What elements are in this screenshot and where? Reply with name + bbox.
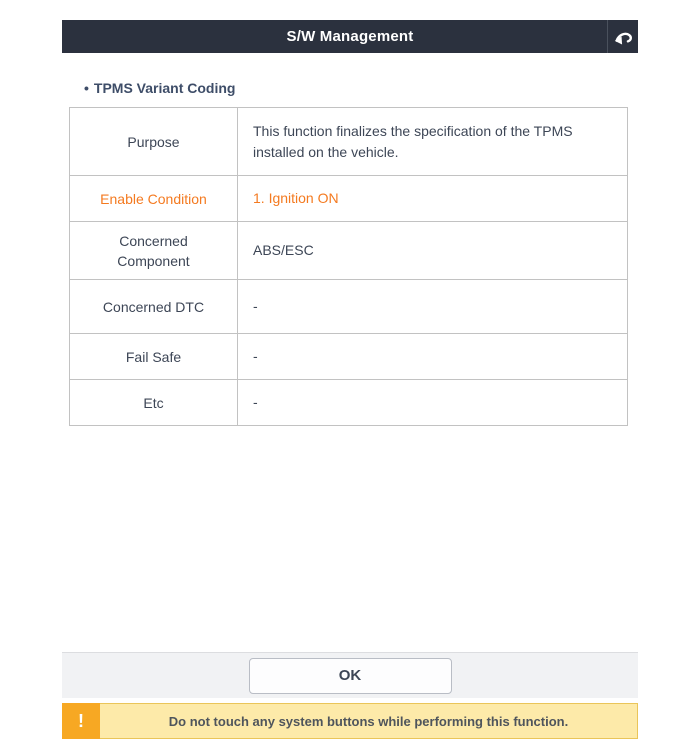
section-heading <box>84 80 235 96</box>
row-label: Concerned Component <box>70 222 238 280</box>
spec-table <box>69 107 628 426</box>
bullet-icon: • <box>84 80 89 96</box>
warning-exclamation-icon: ! <box>62 703 100 739</box>
page-title: S/W Management <box>286 28 414 45</box>
ok-button[interactable]: OK <box>249 658 452 694</box>
row-label: Purpose <box>70 108 238 176</box>
return-arrow-icon <box>612 27 634 47</box>
spec-table-row <box>70 108 628 176</box>
row-value: This function finalizes the specification of the TPMS installed on the vehicle. <box>238 108 628 176</box>
header-bar <box>62 20 638 53</box>
row-value: - <box>238 280 628 334</box>
spec-table-row <box>70 380 628 426</box>
back-button[interactable] <box>607 20 638 53</box>
footer-bar <box>62 652 638 698</box>
row-value: ABS/ESC <box>238 222 628 280</box>
row-label: Fail Safe <box>70 334 238 380</box>
spec-table-body <box>70 108 628 426</box>
section-title: TPMS Variant Coding <box>93 80 236 96</box>
row-label: Etc <box>70 380 238 426</box>
spec-table-row <box>70 334 628 380</box>
spec-table-row <box>70 222 628 280</box>
row-label: Enable Condition <box>70 176 238 222</box>
spec-table-row <box>70 176 628 222</box>
warning-banner <box>62 703 638 739</box>
warning-message: Do not touch any system buttons while performing this function. <box>168 713 569 729</box>
row-value: - <box>238 334 628 380</box>
row-value: 1. Ignition ON <box>238 176 628 222</box>
spec-table-row <box>70 280 628 334</box>
row-label: Concerned DTC <box>70 280 238 334</box>
row-value: - <box>238 380 628 426</box>
